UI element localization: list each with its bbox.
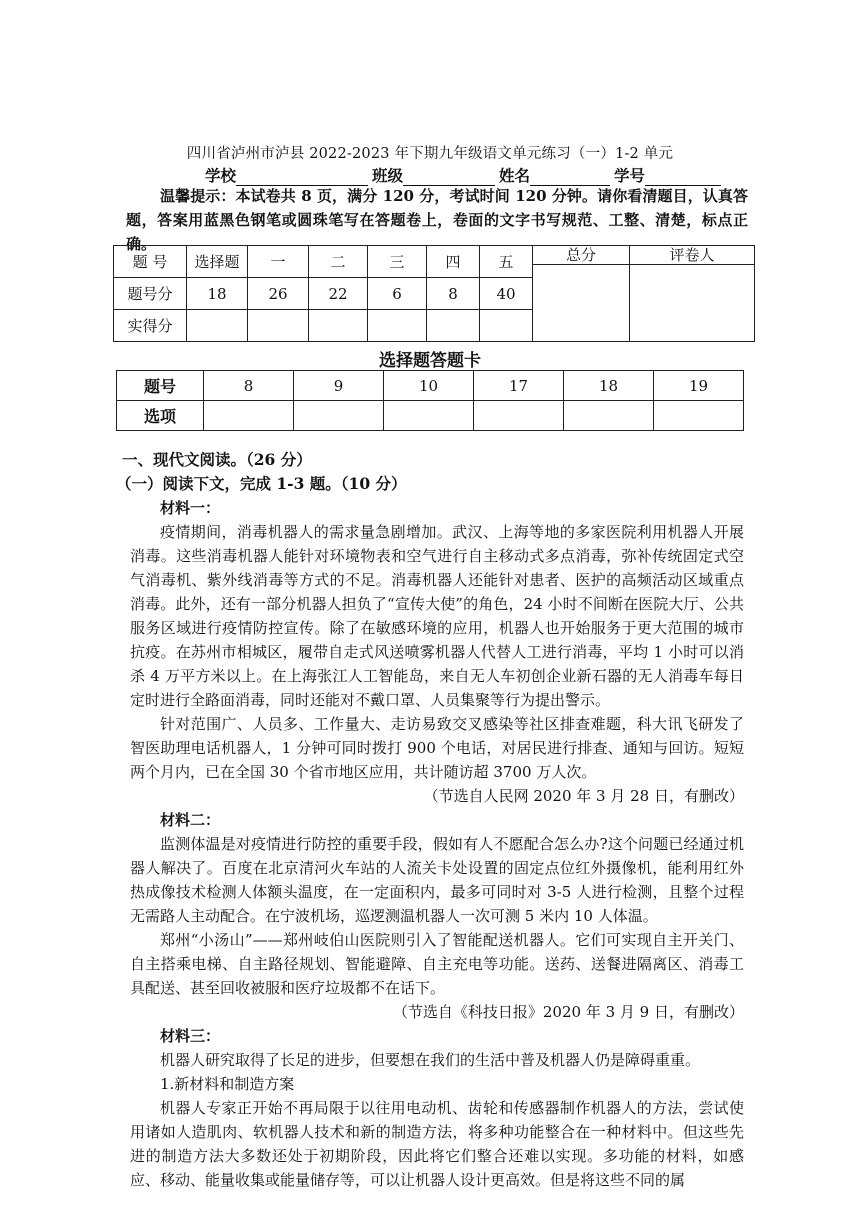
answer-card-table bbox=[116, 370, 744, 431]
answer-number-label: 题号 bbox=[117, 371, 204, 401]
student-info-line bbox=[205, 164, 725, 186]
answer-card-title: 选择题答题卡 bbox=[379, 351, 481, 371]
score-header-cell: 二 bbox=[309, 246, 368, 278]
grader-label: 评卷人 bbox=[630, 246, 754, 265]
answer-option-cell[interactable] bbox=[474, 401, 564, 431]
material-1-paragraph-1: 疫情期间，消毒机器人的需求量急剧增加。武汉、上海等地的多家医院利用机器人开展消毒。这些消毒机器人能针对环境物表和空气进行自主移动式多点消毒，弥补传统固定式空气消毒机、紫外线消毒等方式的不足。消毒机器人还能针对患者、医护的高频活动区域重点消毒。此外，还有一部分机器人担负了“宣传大使”的角色，24 小时不间断在医院大厅、公共服务区域进行疫情防控宣传。除了在敏感环境的应用，机器人也开始服务于更大范围的城市抗疫。在苏州市相城区，履带自走式风送喷雾机器人代替人工进行消毒，平均 1 小时可以消杀 4 万平方米以上。在上海张江人工智能岛，来自无人车初创企业新石器的无人消毒车每日定时进行全路面消毒，同时还能对不戴口罩、人员集聚等行为提出警示。 bbox=[130, 523, 744, 709]
grader-cell[interactable] bbox=[630, 246, 755, 342]
answer-option-cell[interactable] bbox=[564, 401, 654, 431]
actual-cell[interactable] bbox=[309, 310, 368, 342]
actual-cell[interactable] bbox=[187, 310, 248, 342]
total-score-cell[interactable] bbox=[533, 246, 630, 342]
answer-option-cell[interactable] bbox=[384, 401, 474, 431]
class-label: 班级 bbox=[372, 166, 404, 185]
actual-label: 实得分 bbox=[114, 310, 187, 342]
material-3-title: 材料三： bbox=[160, 1027, 221, 1045]
answer-number-cell: 9 bbox=[294, 371, 384, 401]
material-2-paragraph-2: 郑州“小汤山”——郑州岐伯山医院则引入了智能配送机器人。它们可实现自主开关门、自主搭乘电梯、自主路径规划、智能避障、自主充电等功能。送药、送餐进隔离区、消毒工具配送、甚至回收被服和医疗垃圾都不在话下。 bbox=[130, 931, 744, 997]
score-header-cell: 三 bbox=[368, 246, 427, 278]
material-2-title: 材料二： bbox=[160, 811, 221, 829]
name-label: 姓名 bbox=[499, 166, 531, 185]
material-1-paragraph-2: 针对范围广、人员多、工作量大、走访易致交叉感染等社区排查难题，科大讯飞研发了智医助理电话机器人，1 分钟可同时拨打 900 个电话，对居民进行排查、通知与回访。短短两个月内，已在全国 30 个省市地区应用，共计随访超 3700 万人次。 bbox=[130, 715, 744, 781]
total-label: 总分 bbox=[533, 246, 629, 265]
answer-number-cell: 18 bbox=[564, 371, 654, 401]
section-heading: 一、现代文阅读。（26 分） bbox=[122, 450, 312, 469]
answer-number-cell: 8 bbox=[204, 371, 294, 401]
answer-option-cell[interactable] bbox=[204, 401, 294, 431]
points-label: 题号分 bbox=[114, 278, 187, 310]
actual-cell[interactable] bbox=[248, 310, 309, 342]
points-cell: 26 bbox=[248, 278, 309, 310]
score-header-cell: 选择题 bbox=[187, 246, 248, 278]
material-3-paragraph-2: 机器人专家正开始不再局限于以往用电动机、齿轮和传感器制作机器人的方法，尝试使用诸如人造肌肉、软机器人技术和新的制造方法，将多种功能整合在一种材料中。但这些先进的制造方法大多数还处于初期阶段，因此将它们整合还难以实现。多功能的材料，如感应、移动、能量收集或能量储存等，可以让机器人设计更高效。但是将这些不同的属 bbox=[130, 1099, 744, 1189]
material-3-subheading: 1.新材料和制造方案 bbox=[160, 1075, 295, 1093]
score-header-cell: 四 bbox=[427, 246, 480, 278]
exam-title: 四川省泸州市泸县 2022-2023 年下期九年级语文单元练习（一）1-2 单元 bbox=[186, 146, 674, 162]
material-2-paragraph-1: 监测体温是对疫情进行防控的重要手段，假如有人不愿配合怎么办?这个问题已经通过机器人解决了。百度在北京清河火车站的人流关卡处设置的固定点位红外摄像机，能利用红外热成像技术检测人体额头温度，在一定面积内，最多可同时对 3-5 人进行检测，且整个过程无需路人主动配合。在宁波机场，巡逻测温机器人一次可测 5 米内 10 人体温。 bbox=[130, 835, 744, 925]
material-3-paragraph-1: 机器人研究取得了长足的进步，但要想在我们的生活中普及机器人仍是障碍重重。 bbox=[160, 1051, 701, 1069]
school-label: 学校 bbox=[205, 166, 237, 185]
exam-tip: 温馨提示：本试卷共 8 页，满分 120 分，考试时间 120 分钟。请你看清题目，认真答题，答案用蓝黑色钢笔或圆珠笔写在答题卷上，卷面的文字书写规范、工整、清楚，标点正确。 bbox=[126, 187, 748, 253]
score-header-cell: 题 号 bbox=[114, 246, 187, 278]
points-cell: 22 bbox=[309, 278, 368, 310]
material-2-source: （节选自《科技日报》2020 年 3 月 9 日，有删改） bbox=[392, 1003, 744, 1021]
actual-cell[interactable] bbox=[368, 310, 427, 342]
score-header-cell: 五 bbox=[480, 246, 533, 278]
score-header-cell: 一 bbox=[248, 246, 309, 278]
actual-cell[interactable] bbox=[427, 310, 480, 342]
points-cell: 18 bbox=[187, 278, 248, 310]
answer-option-cell[interactable] bbox=[654, 401, 744, 431]
score-table bbox=[113, 245, 755, 342]
actual-cell[interactable] bbox=[480, 310, 533, 342]
points-cell: 8 bbox=[427, 278, 480, 310]
number-label: 学号 bbox=[614, 166, 646, 185]
material-1-title: 材料一： bbox=[160, 499, 221, 517]
points-cell: 6 bbox=[368, 278, 427, 310]
answer-option-label: 选项 bbox=[117, 401, 204, 431]
answer-number-cell: 19 bbox=[654, 371, 744, 401]
answer-number-cell: 10 bbox=[384, 371, 474, 401]
reading-content bbox=[116, 448, 744, 1192]
points-cell: 40 bbox=[480, 278, 533, 310]
part-heading: （一）阅读下文，完成 1-3 题。（10 分） bbox=[116, 474, 407, 493]
material-1-source: （节选自人民网 2020 年 3 月 28 日，有删改） bbox=[423, 787, 744, 805]
answer-option-cell[interactable] bbox=[294, 401, 384, 431]
answer-number-cell: 17 bbox=[474, 371, 564, 401]
